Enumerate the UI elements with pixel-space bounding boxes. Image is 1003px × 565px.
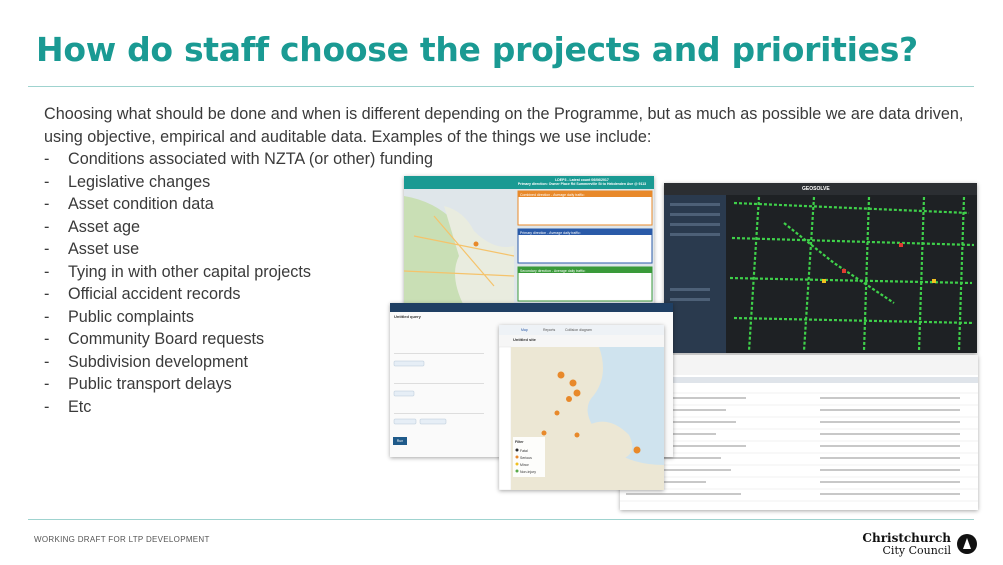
tab-reports[interactable]: Reports <box>543 328 556 332</box>
panel-primary-title: Primary direction - Average daily traffic: <box>520 231 581 235</box>
list-item: - Subdivision development <box>44 352 248 371</box>
legend-fatal: Fatal <box>520 449 528 453</box>
list-item: - Asset condition data <box>44 195 214 213</box>
list-item: - Public complaints <box>44 307 194 326</box>
criteria-list <box>44 148 433 418</box>
tab-collision-diagram[interactable]: Collision diagram <box>565 328 592 332</box>
list-item: - Official accident records <box>44 285 241 303</box>
council-logo <box>862 532 977 557</box>
panel-combined-title: Combined direction - Average daily traffic: <box>520 193 585 197</box>
query-title: Untitled query <box>394 314 421 319</box>
intro-paragraph: Choosing what should be done and when is different depending on the Programme, but as much as possible we are data driven, using objective, empirical and auditable data. Examples of the things we use include: <box>44 105 964 146</box>
list-item: - Etc <box>44 397 92 416</box>
traffic-count-screenshot <box>404 176 654 306</box>
slide-title: How do staff choose the projects and priorities? <box>36 30 918 69</box>
network-condition-screenshot <box>664 183 977 353</box>
legend-minor: Minor <box>520 463 529 467</box>
programme-table <box>620 355 978 510</box>
list-item: - Asset age <box>44 217 140 236</box>
network-condition-map <box>664 183 977 353</box>
traffic-count-subheader: Primary direction: Owner Place Rd Summerville St to Hebdenden Ave @ 9113 <box>517 182 647 186</box>
legend-title: Filter <box>515 440 524 444</box>
list-item: - Community Board requests <box>44 330 265 348</box>
traffic-count-header: LDEP3 - Latest count 06/06/2017 <box>555 178 609 182</box>
list-item: - Conditions associated with NZTA (or other) funding <box>44 150 433 168</box>
geosolve-brand: GEOSOLVE <box>802 186 830 192</box>
site-title: Untitled site <box>513 337 536 342</box>
council-emblem-icon <box>957 534 977 554</box>
logo-line2: City Council <box>882 544 951 557</box>
title-divider <box>28 86 974 87</box>
run-button[interactable]: Run <box>393 437 407 445</box>
draft-label: WORKING DRAFT FOR LTP DEVELOPMENT <box>34 535 210 544</box>
panel-secondary-title: Secondary direction - Average daily traffic: <box>520 269 586 273</box>
list-item: - Tying in with other capital projects <box>44 262 311 281</box>
tab-map[interactable]: Map <box>521 328 528 332</box>
crash-analysis-screenshot <box>499 325 664 490</box>
logo-line1: Christchurch <box>862 531 951 545</box>
list-item: - Legislative changes <box>44 172 211 191</box>
legend-non-injury: Non-injury <box>520 470 536 474</box>
programme-table-screenshot <box>620 355 978 510</box>
footer-divider <box>28 519 974 520</box>
list-item: - Asset use <box>44 240 140 258</box>
legend-serious: Serious <box>520 456 532 460</box>
list-item: - Public transport delays <box>44 375 232 393</box>
